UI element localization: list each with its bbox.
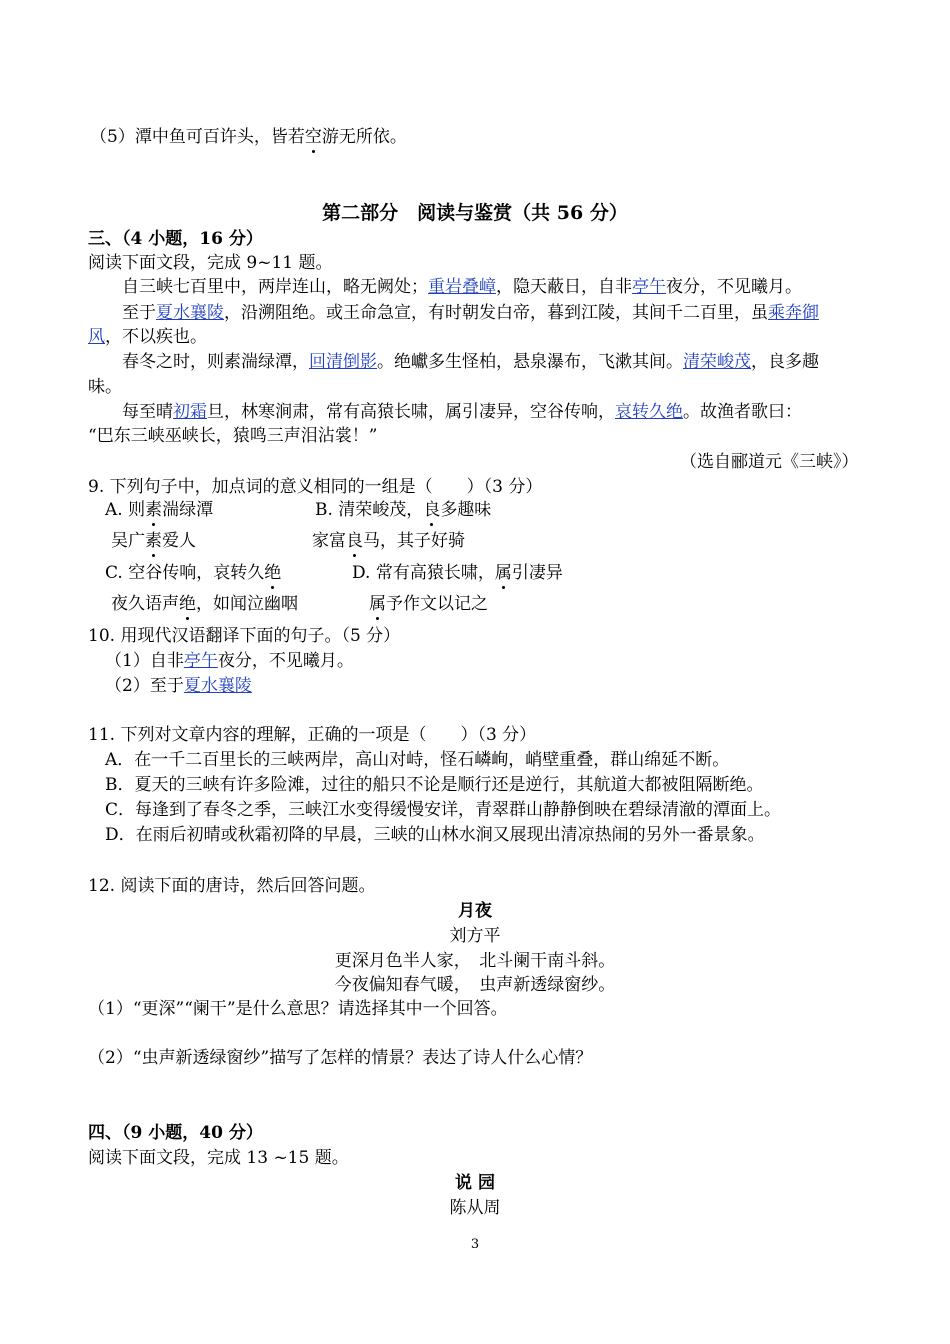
annotation-link[interactable]: 清荣峻茂 bbox=[683, 352, 751, 372]
annotation-link[interactable]: 亭午 bbox=[632, 277, 666, 297]
passage-para-4-cont: “巴东三峡巫峡长，猿鸣三声泪沾裳！” bbox=[88, 426, 378, 446]
q9-option-a1: A. 则素湍绿潭 bbox=[105, 500, 214, 520]
q11-option-c: C．每逢到了春冬之季，三峡江水变得缓慢安详，青翠群山静静倒映在碧绿清澈的潭面上。 bbox=[105, 800, 782, 820]
passage-para-2: 至于夏水襄陵，沿溯阻绝。或王命急宣，有时朝发白帝，暮到江陵，其间千二百里，虽乘奔御 bbox=[122, 303, 819, 323]
q11-option-d: D．在雨后初晴或秋霜初降的早晨，三峡的山林水涧又展现出清凉热闹的另外一番景象。 bbox=[105, 825, 765, 845]
emphasis-dot-char: 素 bbox=[145, 500, 163, 520]
emphasis-dot-char: 素 bbox=[145, 531, 162, 551]
poem-line-1: 更深月色半人家， 北斗阑干南斗斜。 bbox=[334, 951, 616, 971]
q5-line: （5）潭中鱼可百许头，皆若空游无所依。 bbox=[90, 127, 407, 147]
essay-title: 说 园 bbox=[455, 1173, 495, 1193]
q11-option-b: B．夏天的三峡有许多险滩，过往的船只不论是顺行还是逆行，其航道大都被阻隔断绝。 bbox=[105, 775, 764, 795]
emphasis-dot-char: 绝 bbox=[264, 563, 282, 583]
passage-para-4: 每至晴初霜旦，林寒涧肃，常有高猿长啸，属引凄异，空谷传响，哀转久绝。故渔者歌曰： bbox=[122, 402, 802, 422]
q9-option-c1: C. 空谷传响，哀转久绝 bbox=[105, 563, 282, 583]
page-number: 3 bbox=[470, 1237, 480, 1252]
q10-stem: 10. 用现代汉语翻译下面的句子。（5 分） bbox=[88, 626, 401, 646]
emphasis-dot-char: 良 bbox=[423, 500, 441, 520]
q9-option-b2: 家富良马，其子好骑 bbox=[312, 531, 465, 551]
annotation-link[interactable]: 夏水襄陵 bbox=[156, 303, 224, 323]
poem-title: 月夜 bbox=[458, 901, 492, 921]
annotation-link[interactable]: 初霜 bbox=[173, 402, 207, 422]
section3-intro: 阅读下面文段，完成 9~11 题。 bbox=[88, 253, 333, 273]
q9-option-c2: 夜久语声绝，如闻泣幽咽 bbox=[111, 594, 298, 614]
annotation-link[interactable]: 乘奔御 bbox=[768, 303, 819, 323]
q12-stem: 12. 阅读下面的唐诗，然后回答问题。 bbox=[88, 876, 376, 896]
q12-subquestion-1: （1）“更深”“阑干”是什么意思？请选择其中一个回答。 bbox=[88, 999, 508, 1019]
q10-sentence-2: （2）至于夏水襄陵 bbox=[105, 676, 252, 696]
emphasis-dot-char: 属 bbox=[494, 563, 512, 583]
q9-option-d1: D. 常有高猿长啸，属引凄异 bbox=[352, 563, 563, 583]
poem-line-2: 今夜偏知春气暖， 虫声新透绿窗纱。 bbox=[334, 975, 616, 995]
q9-option-b1: B. 清荣峻茂，良多趣味 bbox=[315, 500, 492, 520]
q10-sentence-1: （1）自非亭午夜分，不见曦月。 bbox=[105, 651, 354, 671]
passage-para-3: 春冬之时，则素湍绿潭，回清倒影。绝巘多生怪柏，悬泉瀑布，飞漱其间。清荣峻茂，良多趣 bbox=[122, 352, 819, 372]
poem-author: 刘方平 bbox=[449, 926, 501, 946]
passage-source: （选自郦道元《三峡》） bbox=[680, 452, 859, 472]
q12-subquestion-2: （2）“虫声新透绿窗纱”描写了怎样的情景？表达了诗人什么心情？ bbox=[88, 1048, 593, 1068]
annotation-link[interactable]: 回清倒影 bbox=[309, 352, 377, 372]
emphasis-dot-char: 良 bbox=[346, 531, 363, 551]
passage-para-3-cont: 味。 bbox=[88, 377, 122, 397]
passage-para-2-cont: 风，不以疾也。 bbox=[88, 327, 207, 347]
annotation-link[interactable]: 重岩叠嶂 bbox=[428, 277, 496, 297]
annotation-link[interactable]: 夏水襄陵 bbox=[183, 676, 252, 696]
passage-para-1: 自三峡七百里中，两岸连山，略无阙处；重岩叠嶂，隐天蔽日，自非亭午夜分，不见曦月。 bbox=[122, 277, 802, 297]
annotation-link[interactable]: 亭午 bbox=[183, 651, 218, 671]
q11-option-a: A．在一千二百里长的三峡两岸，高山对峙，怪石嶙峋，峭壁重叠，群山绵延不断。 bbox=[105, 750, 730, 770]
q9-stem: 9. 下列句子中，加点词的意义相同的一组是（ ）（3 分） bbox=[88, 477, 543, 497]
annotation-link[interactable]: 风 bbox=[88, 327, 105, 347]
section4-header: 四、（9 小题，40 分） bbox=[88, 1123, 263, 1143]
emphasis-dot-char: 绝 bbox=[179, 594, 196, 614]
emphasis-dot-char: 空 bbox=[304, 127, 322, 147]
q11-stem: 11. 下列对文章内容的理解，正确的一项是（ ）（3 分） bbox=[88, 725, 537, 745]
essay-author: 陈从周 bbox=[449, 1198, 501, 1218]
annotation-link[interactable]: 哀转久绝 bbox=[615, 402, 683, 422]
q9-option-d2: 属予作文以记之 bbox=[369, 594, 488, 614]
emphasis-dot-char: 属 bbox=[369, 594, 386, 614]
section3-header: 三、（4 小题，16 分） bbox=[88, 229, 263, 249]
q9-option-a2: 吴广素爱人 bbox=[111, 531, 196, 551]
section4-intro: 阅读下面文段，完成 13 ~15 题。 bbox=[88, 1148, 349, 1168]
part2-title: 第二部分 阅读与鉴赏（共 56 分） bbox=[322, 202, 628, 224]
